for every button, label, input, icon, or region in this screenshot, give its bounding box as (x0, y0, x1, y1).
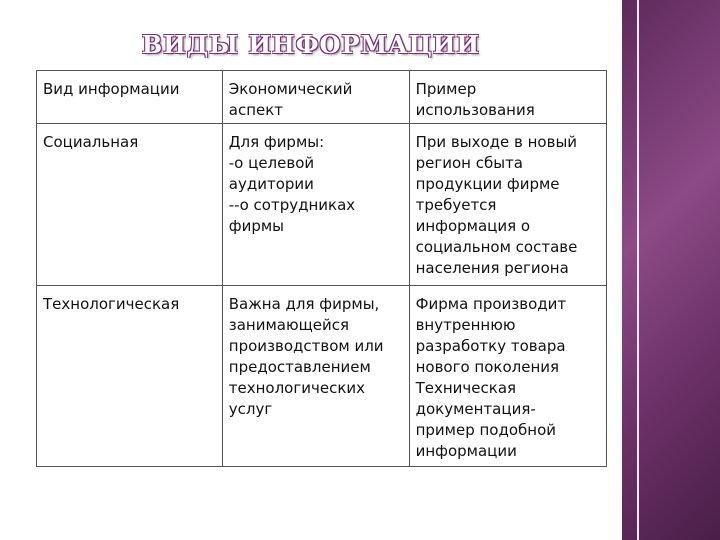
table-row (37, 286, 607, 467)
table-cell: Важна для фирмы, занимающейся производством или предоставлением технологических услуг (222, 286, 409, 467)
table-cell: Фирма производит внутреннюю разработку товара нового поколения Техническая документация- пример подобной информации (409, 286, 606, 467)
table-row (37, 124, 607, 286)
table-cell: Социальная (37, 124, 223, 286)
slide-title: ВИДЫ ИНФОРМАЦИИ (141, 30, 481, 59)
table-header-cell: Вид информации (37, 71, 223, 124)
side-band-divider (637, 0, 639, 540)
table-header-cell: Пример использования (409, 71, 606, 124)
table-header-cell: Экономический аспект (222, 71, 409, 124)
table-cell: При выходе в новый регион сбыта продукции фирме требуется информация о социальном составе населения региона (409, 124, 606, 286)
table-cell: Технологическая (37, 286, 223, 467)
information-types-table (36, 70, 607, 467)
table-cell: Для фирмы: -о целевой аудитории --о сотрудниках фирмы (222, 124, 409, 286)
table-header-row (37, 71, 607, 124)
